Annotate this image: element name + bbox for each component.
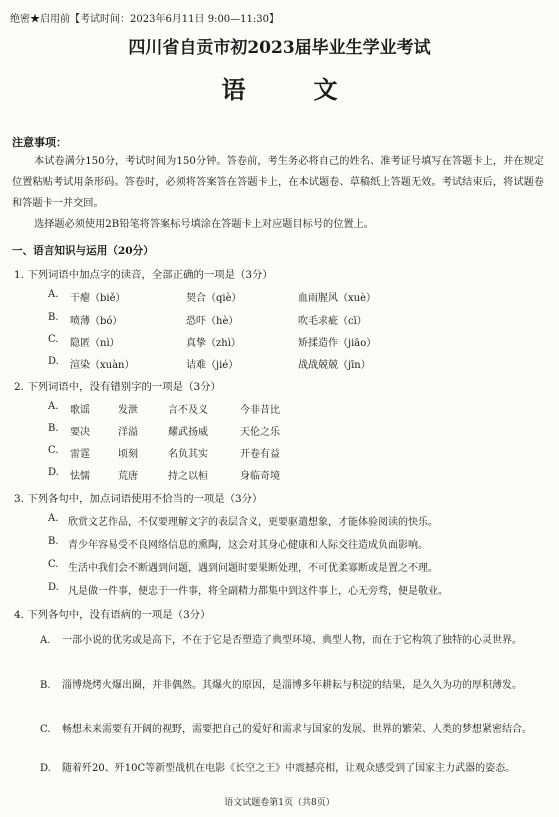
notice-heading: 注意事项： bbox=[12, 136, 67, 149]
q1-d-word-1: 渲染（xuàn） bbox=[70, 360, 135, 371]
option-label: D. bbox=[48, 356, 59, 367]
question-2-stem: 2. 下列词语中，没有错别字的一项是（3分） bbox=[14, 381, 221, 393]
option-label: B. bbox=[48, 536, 59, 547]
option-label: C. bbox=[40, 724, 51, 735]
page-footer: 语文试题卷第1页（共8页） bbox=[224, 798, 335, 808]
option-label: C. bbox=[48, 559, 59, 570]
q2-b-word-2: 洋溢 bbox=[118, 427, 138, 438]
option-label: D. bbox=[40, 763, 51, 774]
option-label: C. bbox=[48, 334, 59, 345]
secrecy-and-time-line: 绝密★启用前【考试时间：2023年6月11日 9:00—11:30】 bbox=[10, 14, 279, 25]
q2-b-word-4: 天伦之乐 bbox=[240, 427, 280, 438]
q4-option-d bbox=[40, 758, 536, 779]
q4-c-text: 畅想未来需要有开阔的视野，需要把自己的爱好和需求与国家的发展、世界的繁荣、人类的梦想紧密结合。 bbox=[62, 724, 532, 735]
q2-a-word-4: 今非昔比 bbox=[240, 405, 280, 416]
option-label: A. bbox=[48, 289, 59, 300]
option-label: D. bbox=[48, 467, 59, 478]
q3-d-text: 凡是做一件事，便忠于一件事，将全副精力都集中到这件事上，心无旁骛，便是敬业。 bbox=[68, 586, 448, 597]
option-label: A. bbox=[40, 635, 51, 646]
q3-a-text: 欣赏文艺作品，不仅要理解文字的表层含义，更要驱遣想象，才能体验阅读的快乐。 bbox=[68, 517, 438, 528]
section-heading: 一、语言知识与运用（20分） bbox=[12, 245, 154, 257]
q1-a-word-3: 血雨腥风（xuè） bbox=[298, 293, 376, 304]
notice-paragraph-2: 选择题必须使用2B铅笔将答案标号填涂在答题卡上对应题目标号的位置上。 bbox=[34, 219, 374, 230]
q2-d-word-2: 荒唐 bbox=[118, 471, 138, 482]
q1-b-word-2: 恐吓（hè） bbox=[186, 316, 239, 327]
q1-c-word-1: 隐匿（nì） bbox=[70, 338, 120, 349]
option-label: B. bbox=[48, 312, 59, 323]
option-label: D. bbox=[48, 582, 59, 593]
q4-option-a bbox=[40, 630, 536, 651]
option-label: A. bbox=[48, 513, 59, 524]
q2-d-word-1: 怯懦 bbox=[70, 471, 90, 482]
q2-c-word-3: 名负其实 bbox=[168, 449, 208, 460]
q2-b-word-1: 要决 bbox=[70, 427, 90, 438]
q1-a-word-2: 契合（qiè） bbox=[186, 293, 242, 304]
q2-b-word-3: 耀武扬威 bbox=[168, 427, 208, 438]
subject-title: 语 文 bbox=[221, 75, 360, 104]
option-label: B. bbox=[48, 423, 59, 434]
q4-option-c bbox=[40, 719, 536, 740]
exam-title: 四川省自贡市初2023届毕业生学业考试 bbox=[128, 38, 431, 58]
option-label: C. bbox=[48, 445, 59, 456]
q3-c-text: 生活中我们会不断遇到问题，遇到问题时要果断处理，不可优柔寡断或是置之不理。 bbox=[68, 563, 438, 574]
q1-b-word-3: 吹毛求疵（cī） bbox=[298, 316, 367, 327]
q2-d-word-4: 身临奇境 bbox=[240, 471, 280, 482]
notice-paragraph-1: 本试卷满分150分，考试时间为150分钟。答卷前，考生务必将自己的姓名、准考证号填写在答题卡上，并在规定位置粘贴考试用条形码。答卷时，必须将答案答在答题卡上，在本试题卷、草稿纸上答题无效。考试结束后，将试题卷和答题卡一并交回。 bbox=[12, 156, 544, 209]
q4-option-b bbox=[40, 675, 536, 696]
q1-c-word-2: 真挚（zhì） bbox=[186, 338, 241, 349]
q2-a-word-2: 发泄 bbox=[118, 405, 138, 416]
option-label: A. bbox=[48, 401, 59, 412]
q2-c-word-1: 雷霆 bbox=[70, 449, 90, 460]
q2-a-word-1: 歌谣 bbox=[70, 405, 90, 416]
question-1-stem: 1. 下列词语中加点字的读音，全部正确的一项是（3分） bbox=[14, 269, 273, 281]
q2-a-word-3: 言不及义 bbox=[168, 405, 208, 416]
q4-b-text: 淄博烧烤火爆出圈，并非偶然。其爆火的原因，是淄博多年耕耘与积淀的结果，是久久为功的厚积薄发。 bbox=[62, 680, 522, 691]
q1-a-word-1: 干瘪（biě） bbox=[70, 293, 126, 304]
q3-b-text: 青少年容易受不良网络信息的熏陶，这会对其身心健康和人际交往造成负面影响。 bbox=[68, 540, 428, 551]
q2-d-word-3: 持之以桓 bbox=[168, 471, 208, 482]
q2-c-word-4: 开卷有益 bbox=[240, 449, 280, 460]
question-4-stem: 4. 下列各句中，没有语病的一项是（3分） bbox=[14, 609, 211, 621]
option-label: B. bbox=[40, 680, 51, 691]
q1-b-word-1: 喷薄（bó） bbox=[70, 316, 123, 327]
q1-d-word-2: 诘难（jié） bbox=[186, 360, 239, 371]
q4-d-text: 随着歼20、歼10C等新型战机在电影《长空之王》中震撼亮相，让观众感受到了国家主力武器的姿态。 bbox=[62, 763, 516, 774]
q1-d-word-3: 战战兢兢（jīn） bbox=[298, 360, 371, 371]
q1-c-word-3: 矫揉造作（jiāo） bbox=[298, 338, 377, 349]
q4-a-text: 一部小说的优劣或是高下，不在于它是否塑造了典型环境、典型人物，而在于它构筑了独特的心灵世界。 bbox=[62, 635, 522, 646]
question-3-stem: 3. 下列各句中，加点词语使用不恰当的一项是（3分） bbox=[14, 493, 263, 505]
q2-c-word-2: 顷刻 bbox=[118, 449, 138, 460]
